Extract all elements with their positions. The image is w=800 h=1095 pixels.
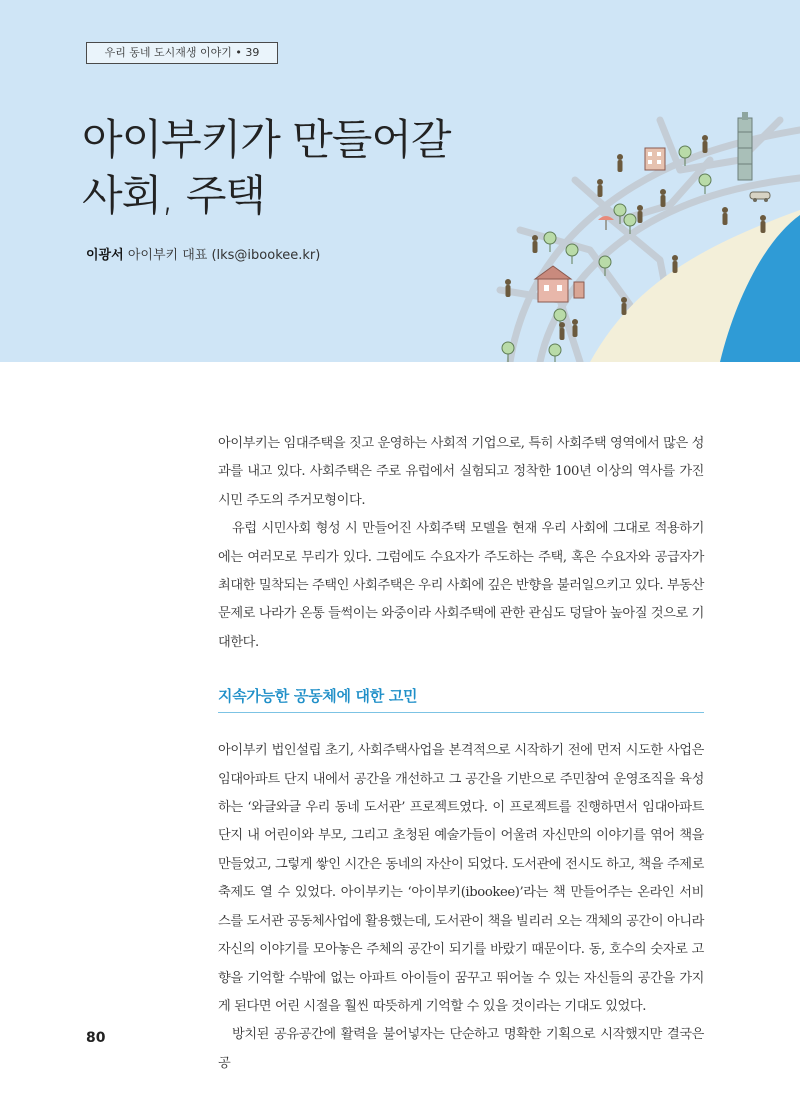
intro-paragraph-1: 아이부키는 임대주택을 짓고 운영하는 사회적 기업으로, 특히 사회주택 영역에서 많은 성과를 내고 있다. 사회주택은 주로 유럽에서 실험되고 정착한 100년 이상의 역사를 가진 시민 주도의 주거모형이다. (218, 436, 704, 508)
article-title (82, 112, 451, 224)
author-name: 이광서 (86, 248, 124, 263)
small-building-icon (574, 282, 584, 298)
shop-building-icon (645, 148, 665, 170)
title-line-2: 사회, 주택 (82, 171, 265, 220)
series-label: 우리 동네 도시재생 이야기 • 39 (86, 42, 278, 64)
title-line-1: 아이부키가 만들어갈 (82, 115, 451, 164)
section-paragraph-2: 방치된 공유공간에 활력을 불어넣자는 단순하고 명확한 기획으로 시작했지만 결국은 공 (218, 1027, 704, 1071)
byline (86, 244, 320, 263)
header-banner (0, 0, 800, 362)
page-number: 80 (86, 1030, 106, 1046)
town-map-illustration (480, 100, 800, 362)
car-icon (750, 192, 770, 202)
section-paragraph-1: 아이부키 법인설립 초기, 사회주택사업을 본격적으로 시작하기 전에 먼저 시도한 사업은 임대아파트 단지 내에서 공간을 개선하고 그 공간을 기반으로 주민참여 운영조직을 육성하는 ‘와글와글 우리 동네 도서관’ 프로젝트였다. 이 프로젝트를 진행하면서 임대아파트 단지 내 어린이와 부모, 그리고 초청된 예술가들이 어울려 자신만의 이야기를 엮어 책을 만들었고, 그렇게 쌓인 시간은 동네의 자산이 되었다. 도서관에 전시도 하고, 책을 주제로 축제도 열 수 있었다. 아이부키는 ‘아이부키(ibookee)’라는 책 만들어주는 온라인 서비스를 도서관 공동체사업에 활용했는데, 도서관이 책을 빌리러 오는 객체의 공간이 아니라 자신의 이야기를 모아놓은 주체의 공간이 되기를 바랐기 때문이다. 동, 호수의 숫자로 고향을 기억할 수밖에 없는 아파트 아이들이 꿈꾸고 뛰어놀 수 있는 자신들의 공간을 가지게 된다면 어린 시절을 훨씬 따뜻하게 기억할 수 있을 것이라는 기대도 있었다. (218, 743, 704, 1014)
author-info: 아이부키 대표 (lks@ibookee.kr) (127, 248, 321, 263)
intro-paragraph-2: 유럽 시민사회 형성 시 만들어진 사회주택 모델을 현재 우리 사회에 그대로 적용하기에는 여러모로 무리가 있다. 그럼에도 수요자가 주도하는 주택, 혹은 수요자와 공급자가 최대한 밀착되는 주택인 사회주택은 우리 사회에 깊은 반향을 불러일으키고 있다. 부동산 문제로 나라가 온통 들썩이는 와중이라 사회주택에 관한 관심도 덩달아 높아질 것으로 기대한다. (218, 521, 704, 650)
tower-icon (738, 112, 752, 180)
section-heading: 지속가능한 공동체에 대한 고민 (218, 685, 704, 713)
article-body (218, 430, 704, 1078)
